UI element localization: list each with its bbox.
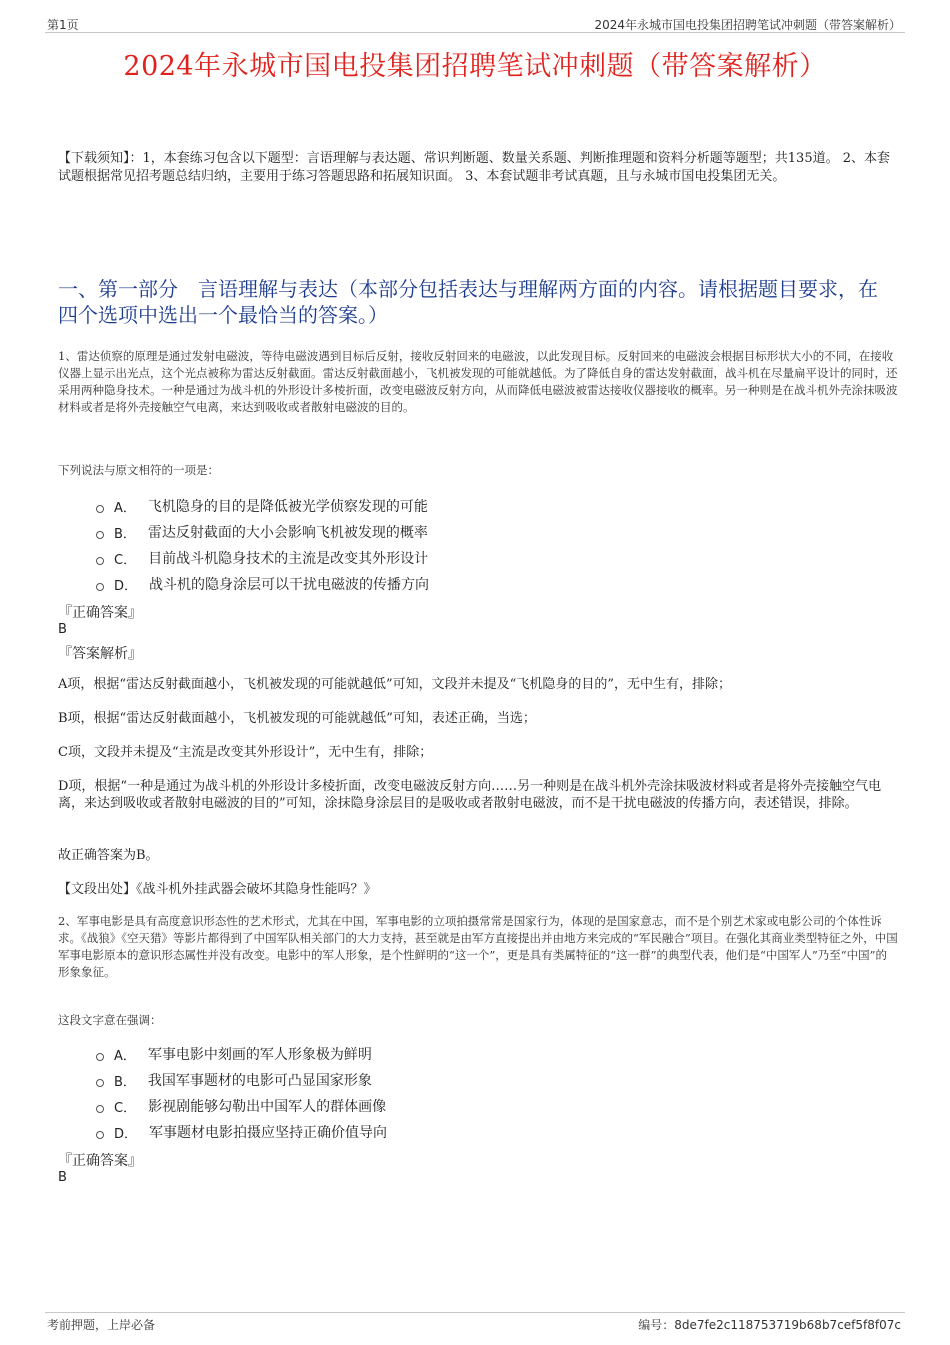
q1-answer: B	[58, 622, 67, 637]
q2-passage: 2、军事电影是具有高度意识形态性的艺术形式，尤其在中国，军事电影的立项拍摄常常是国家行为，体现的是国家意志，而不是个别艺术家或电影公司的个体性诉求。《战狼》《空天猎》等影片都得到了中国军队相关部门的大力支持，甚至就是由军方直接提出并由地方来完成的“军民融合”项目。在强化其商业类型特征之外，中国军事电影原本的意识形态属性并没有改变。电影中的军人形象，是个性鲜明的“这一个”，更是具有类属特征的“这一群”的典型代表，他们是“中国军人”乃至“中国”的形象象征。	[58, 914, 898, 979]
q2-answer-label: 『正确答案』	[58, 1153, 142, 1169]
document-title: 2024年永城市国电投集团招聘笔试冲刺题（带答案解析）	[123, 51, 827, 82]
footer-slogan: 考前押题，上岸必备	[47, 1318, 156, 1332]
q1-option-d[interactable]: D． 战斗机的隐身涂层可以干扰电磁波的传播方向	[96, 571, 429, 597]
radio-icon[interactable]	[96, 505, 104, 513]
q1-analysis-d: D项，根据“一种是通过为战斗机的外形设计多棱折面，改变电磁波反射方向……另一种则是在战斗机外壳涂抹吸波材料或者是将外壳接触空气电离，来达到吸收或者散射电磁波的目的”可知，涂抹隐身涂层目的是吸收或者散射电磁波，而不是干扰电磁波的传播方向，表述错误，排除。	[58, 779, 882, 811]
q1-stem: 下列说法与原文相符的一项是：	[58, 463, 219, 477]
q1-source: 【文段出处】《战斗机外挂武器会破坏其隐身性能吗？》	[58, 882, 377, 897]
radio-icon[interactable]	[96, 1053, 104, 1061]
q2-options	[96, 1041, 387, 1145]
radio-icon[interactable]	[96, 1079, 104, 1087]
q1-analysis-c: C项，文段并未提及“主流是改变其外形设计”，无中生有，排除；	[58, 745, 433, 760]
radio-icon[interactable]	[96, 557, 104, 565]
page-number: 第1页	[47, 18, 79, 32]
q1-options	[96, 493, 429, 597]
section-title: 一、第一部分 言语理解与表达（本部分包括表达与理解两方面的内容。请根据题目要求，在四个选项中选出一个最恰当的答案。）	[58, 277, 878, 327]
q1-option-c[interactable]: C． 目前战斗机隐身技术的主流是改变其外形设计	[96, 545, 429, 571]
radio-icon[interactable]	[96, 583, 104, 591]
header-doc-title: 2024年永城市国电投集团招聘笔试冲刺题（带答案解析）	[594, 18, 901, 32]
q2-option-d[interactable]: D． 军事题材电影拍摄应坚持正确价值导向	[96, 1119, 387, 1145]
q1-analysis-a: A项，根据“雷达反射截面越小，飞机被发现的可能就越低”可知，文段并未提及“飞机隐身的目的”，无中生有，排除；	[58, 677, 731, 692]
q1-option-a[interactable]: A． 飞机隐身的目的是降低被光学侦察发现的可能	[96, 493, 429, 519]
radio-icon[interactable]	[96, 531, 104, 539]
q2-option-a[interactable]: A． 军事电影中刻画的军人形象极为鲜明	[96, 1041, 387, 1067]
q1-answer-label: 『正确答案』	[58, 605, 142, 621]
q1-passage: 1、雷达侦察的原理是通过发射电磁波，等待电磁波遇到目标后反射，接收反射回来的电磁波，以此发现目标。反射回来的电磁波会根据目标形状大小的不同，在接收仪器上显示出光点，这个光点被称为雷达反射截面。雷达反射截面越小，飞机被发现的可能就越低。为了降低自身的雷达发射截面，战斗机在尽量扁平设计的同时，还采用两种隐身技术。一种是通过为战斗机的外形设计多棱折面，改变电磁波反射方向，从而降低电磁波被雷达接收仪器接收的概率。另一种则是在战斗机外壳涂抹吸波材料或者是将外壳接触空气电离，来达到吸收或者散射电磁波的目的。	[58, 349, 898, 414]
q2-option-b[interactable]: B． 我国军事题材的电影可凸显国家形象	[96, 1067, 387, 1093]
q2-stem: 这段文字意在强调：	[58, 1013, 162, 1027]
page-footer	[45, 1312, 905, 1332]
q2-answer: B	[58, 1170, 67, 1185]
q1-analysis-label: 『答案解析』	[58, 646, 142, 662]
q1-analysis-b: B项，根据“雷达反射截面越小，飞机被发现的可能就越低”可知，表述正确，当选；	[58, 711, 536, 726]
footer-doc-id: 编号：8de7fe2c118753719b68b7cef5f8f07c	[638, 1318, 901, 1332]
radio-icon[interactable]	[96, 1105, 104, 1113]
q1-option-b[interactable]: B． 雷达反射截面的大小会影响飞机被发现的概率	[96, 519, 429, 545]
q2-option-c[interactable]: C． 影视剧能够勾勒出中国军人的群体画像	[96, 1093, 387, 1119]
page-header	[45, 14, 905, 33]
download-notice: 【下载须知】：1，本套练习包含以下题型：言语理解与表达题、常识判断题、数量关系题、判断推理题和资料分析题等题型；共135道。 2、本套试题根据常见招考题总结归纳，主要用于练习答题思路和拓展知识面。 3、本套试题非考试真题，且与永城市国电投集团无关。	[58, 151, 890, 184]
q1-conclusion: 故正确答案为B。	[58, 848, 159, 863]
radio-icon[interactable]	[96, 1131, 104, 1139]
